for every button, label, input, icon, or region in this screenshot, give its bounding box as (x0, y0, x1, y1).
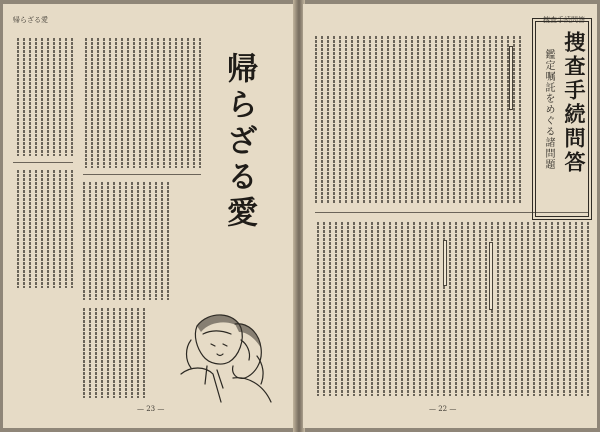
right-page-number: — 22 — (429, 405, 457, 413)
right-page (303, 4, 597, 428)
section-heading-tag (509, 46, 513, 110)
column-rule (83, 174, 201, 175)
series-title-box (532, 18, 592, 220)
text-block (83, 38, 201, 168)
text-block (83, 308, 145, 398)
text-block (315, 36, 521, 204)
text-block (83, 182, 169, 300)
text-block (13, 170, 73, 288)
section-heading-tag (489, 242, 493, 310)
text-block (13, 38, 73, 156)
left-page (3, 4, 295, 428)
series-title: 捜査手続問答 (562, 31, 587, 175)
left-page-number: — 23 — (137, 405, 165, 413)
text-block (315, 222, 589, 396)
couple-illustration (151, 304, 281, 404)
right-running-head: 捜査手続問答 (543, 16, 585, 24)
section-heading-tag (443, 240, 447, 286)
story-title: 帰らざる愛 (221, 52, 257, 232)
left-running-head: 帰らざる愛 (13, 16, 48, 24)
series-subtitle: 鑑定嘱託をめぐる諸問題 (543, 49, 554, 170)
column-rule (13, 162, 73, 163)
